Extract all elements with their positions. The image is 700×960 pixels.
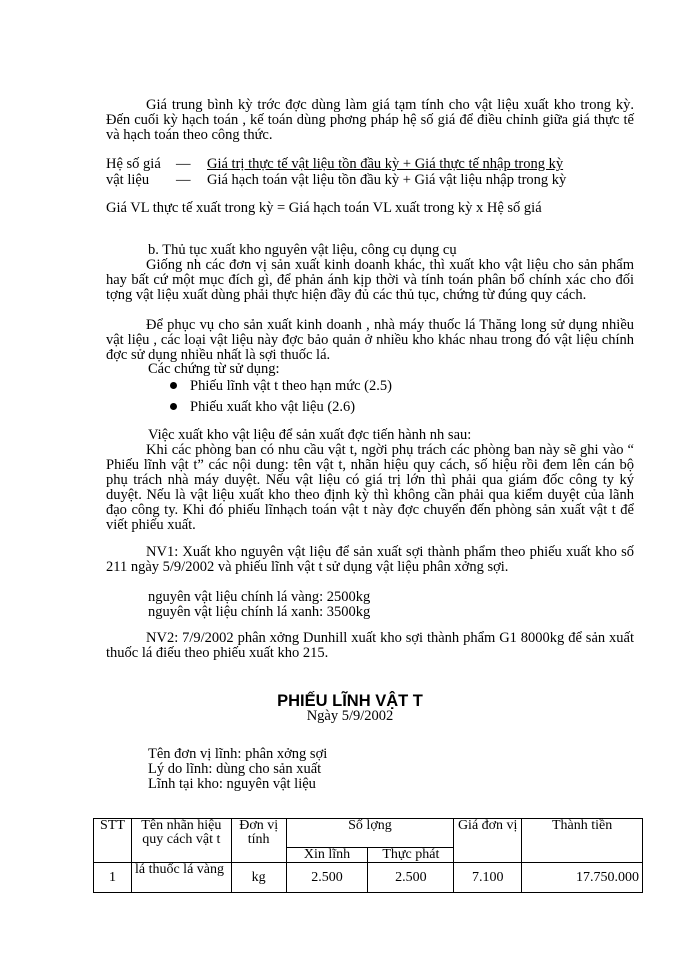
- form-date: Ngày 5/9/2002: [306, 708, 394, 724]
- paragraph-factory-materials: Để phục vụ cho sản xuất kinh doanh , nhà máy thuốc lá Thăng long sử dụng nhiều vật liệu , các loại vật liệu này đợc bảo quản ở nhiều kho khác nhau trong đó vật liệu chính đợc sử dụng nhiều nhất là sợi thuốc lá.: [106, 317, 634, 363]
- header-stt: STT: [94, 819, 132, 863]
- material-issue-table: [93, 818, 643, 893]
- bullet-icon: [170, 403, 177, 410]
- header-quantity-requested: Xin lĩnh: [286, 848, 368, 863]
- formula-denominator: Giá hạch toán vật liệu tồn đầu kỳ + Giá vật liệu nhập trong kỳ: [207, 172, 567, 188]
- cell-unit: kg: [231, 863, 286, 893]
- formula-numerator: Giá trị thực tế vật liệu tồn đầu kỳ + Giá thực tế nhập trong kỳ: [207, 156, 564, 172]
- form-unit: Tên đơn vị lĩnh: phân xởng sợi: [148, 746, 328, 762]
- header-unit: Đơn vị tính: [231, 819, 286, 863]
- transaction-nv1: NV1: Xuất kho nguyên vật liệu để sản xuất sợi thành phẩm theo phiếu xuất kho số 211 ngày 5/9/2002 và phiếu lĩnh vật t sử dụng vật liệu phân xởng sợi.: [106, 544, 634, 575]
- form-reason: Lý do lĩnh: dùng cho sản xuất: [148, 761, 322, 777]
- cell-name: lá thuốc lá vàng: [131, 863, 231, 893]
- section-b-heading: b. Thủ tục xuất kho nguyên vật liệu, công cụ dụng cụ: [148, 242, 457, 258]
- transaction-nv2: NV2: 7/9/2002 phân xởng Dunhill xuất kho sợi thành phẩm G1 8000kg để sản xuất thuốc lá điếu theo phiếu xuất kho 215.: [106, 630, 634, 661]
- bullet-icon: [170, 382, 177, 389]
- cell-qty-requested: 2.500: [286, 863, 368, 893]
- paragraph-average-price: Giá trung bình kỳ trớc đợc dùng làm giá tạm tính cho vật liệu xuất kho trong kỳ. Đến cuối kỳ hạch toán , kế toán dùng phơng pháp hệ số giá để điều chỉnh giữa giá thực tế và hạch toán theo công thức.: [106, 97, 634, 143]
- nv1-line-green: nguyên vật liệu chính lá xanh: 3500kg: [148, 604, 371, 620]
- formula-dash-2: —: [176, 172, 191, 188]
- documents-used-label: Các chứng từ sử dụng:: [148, 361, 280, 377]
- table-header-row: [94, 819, 643, 848]
- list-item: Phiếu xuất kho vật liệu (2.6): [168, 397, 392, 418]
- form-title: PHIẾU LĨNH VẬT T: [277, 692, 423, 710]
- header-price: Giá đơn vị: [454, 819, 522, 863]
- formula-label-line2: vật liệu: [106, 172, 150, 188]
- form-warehouse: Lĩnh tại kho: nguyên vật liệu: [148, 776, 316, 792]
- cell-amount: 17.750.000: [522, 863, 643, 893]
- nv1-line-yellow: nguyên vật liệu chính lá vàng: 2500kg: [148, 589, 371, 605]
- formula-label-line1: Hệ số giá: [106, 156, 161, 172]
- table-row: [94, 863, 643, 893]
- cell-stt: 1: [94, 863, 132, 893]
- header-amount: Thành tiền: [522, 819, 643, 863]
- paragraph-procedure: Giống nh các đơn vị sản xuất kinh doanh khác, thì xuất kho vật liệu cho sản phẩm hay bất cứ một mục đích gì, để phản ánh kịp thời và tính toán phân bổ chính xác cho đối tợng vật liệu xuất dùng phải thực hiện đầy đủ các thủ tục, chứng từ đúng quy cách.: [106, 257, 634, 303]
- cell-price: 7.100: [454, 863, 522, 893]
- formula-actual-price: Giá VL thực tế xuất trong kỳ = Giá hạch toán VL xuất trong kỳ x Hệ số giá: [106, 200, 542, 216]
- cell-qty-issued: 2.500: [368, 863, 454, 893]
- formula-dash-1: —: [176, 156, 191, 172]
- header-name: Tên nhãn hiệu quy cách vật t: [131, 819, 231, 863]
- header-quantity: Số lợng: [286, 819, 454, 848]
- list-item: Phiếu lĩnh vật t theo hạn mức (2.5): [168, 376, 392, 397]
- documents-list: [168, 376, 392, 418]
- paragraph-request-flow: Khi các phòng ban có nhu cầu vật t, ngời phụ trách các phòng ban này sẽ ghi vào “ Phiếu lĩnh vật t” các nội dung: tên vật t, nhãn hiệu quy cách, số hiệu rồi đem lên cán bộ phụ trách nhà máy duyệt. Nếu vật liệu có giá trị lớn thì phải qua giám đốc công ty ký duyệt. Nếu là vật liệu xuất kho theo định kỳ thì không cần phải qua kiểm duyệt của lãnh đạo công ty. Khi đó phiếu lĩnhạch toán vật t này đợc chuyển đến phòng sản xuất vật t để viết phiếu xuất.: [106, 442, 634, 533]
- header-quantity-issued: Thực phát: [368, 848, 454, 863]
- paragraph-issue-process: Việc xuất kho vật liệu để sản xuất đợc tiến hành nh sau:: [148, 427, 472, 443]
